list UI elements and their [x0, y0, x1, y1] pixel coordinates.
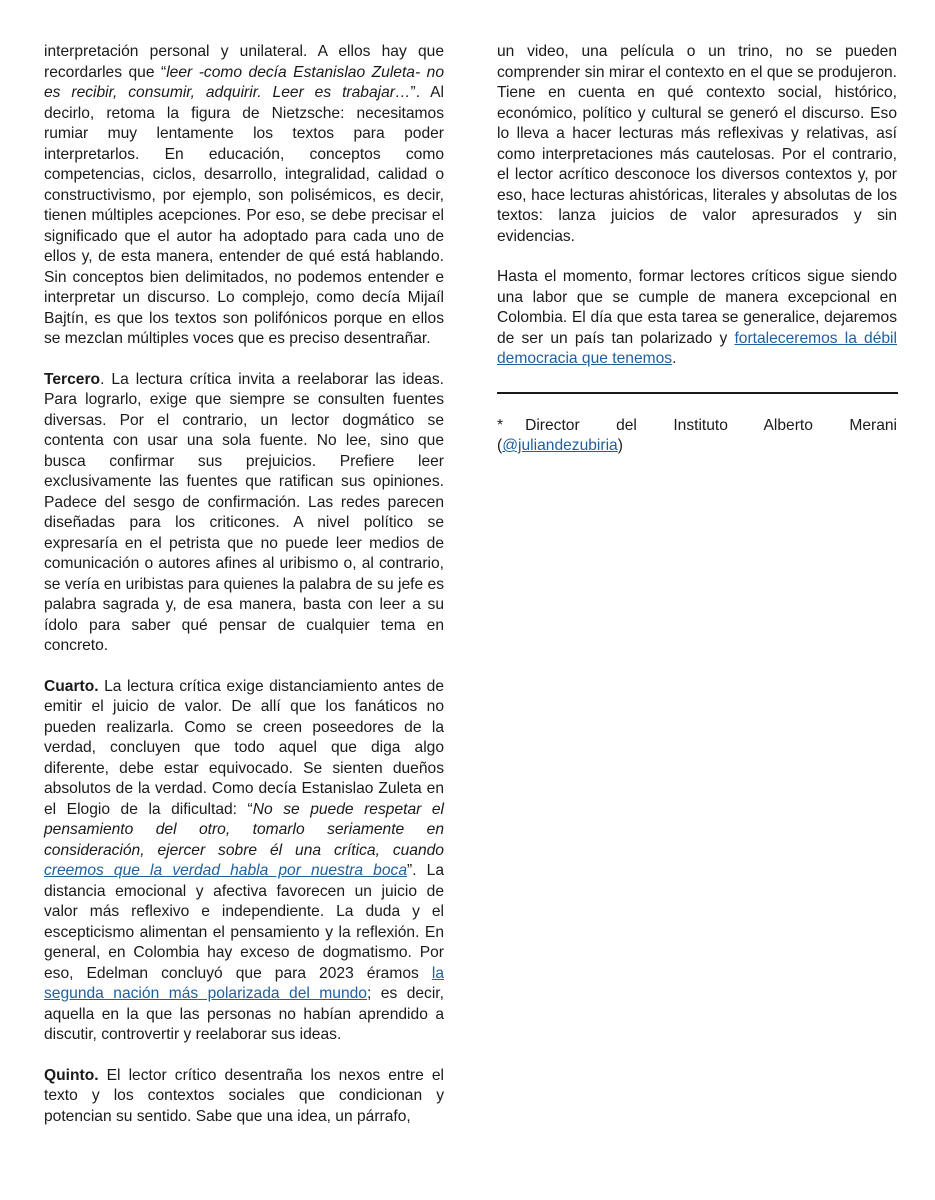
- link-verdad-boca[interactable]: creemos que la verdad habla por nuestra boca: [44, 862, 407, 879]
- footnote-text: Director del Instituto Alberto Merani (: [497, 416, 897, 454]
- paragraph-text: La lectura crítica exige distanciamiento antes de emitir el juicio de valor. De allí que los fanáticos no pueden realizarla. Como se creen poseedores de la verdad, concluyen que todo aquel que diga algo diferente, debe estar equivocado. Se sienten dueños absolutos de la verdad. Como decía Estanislao Zuleta en el Elogio de la dificultad: “: [44, 677, 444, 818]
- section-heading-cuarto: Cuarto.: [44, 677, 99, 695]
- left-column: [44, 42, 444, 1147]
- paragraph-text: ”. La distancia emocional y afectiva favorecen un juicio de valor más reflexivo e independiente. La duda y el escepticismo alimentan el pensamiento y la reflexión. En general, en Colombia hay exceso de dogmatismo. Por eso, Edelman concluyó que para 2023 éramos: [44, 862, 444, 982]
- link-democracia[interactable]: fortaleceremos la débil democracia que tenemos: [497, 329, 897, 367]
- link-nacion-polarizada[interactable]: la segunda nación más polarizada del mundo: [44, 964, 444, 1002]
- paragraph-text: Hasta el momento, formar lectores críticos sigue siendo una labor que se cumple de manera excepcional en Colombia. El día que esta tarea se generalice, dejaremos de ser un país tan polarizado y: [497, 268, 897, 347]
- paragraph-text: El lector crítico desentraña los nexos entre el texto y los contextos sociales que condicionan y potencian su sentido. Sabe que una idea, un párrafo,: [44, 1066, 444, 1125]
- paragraph-text: .: [672, 350, 677, 367]
- zuleta-quote: No se puede respetar el pensamiento del otro, tomarlo seriamente en consideración, ejercer sobre él una crítica, cuando: [44, 800, 444, 859]
- section-heading-quinto: Quinto.: [44, 1066, 99, 1084]
- paragraph-contexto: un video, una película o un trino, no se pueden comprender sin mirar el contexto en el que se produjeron. Tiene en cuenta en qué contexto social, histórico, económico, político y cultural se generó el discurso. Eso lo lleva a hacer lecturas más reflexivas y relativas, así como interpretaciones más cautelosas. Por el contrario, el lector acrítico desconoce los diversos contextos y, por eso, hace lecturas ahistóricas, literales y absolutas de los textos: lanza juicios de valor apresurados y sin evidencias.: [497, 43, 897, 245]
- paragraph-text: . La lectura crítica invita a reelaborar las ideas. Para lograrlo, exige que siempre se consulten fuentes diversas. Por el contrario, un lector dogmático se contenta con usar una sola fuente. No lee, sino que busca confirmar sus prejuicios. Prefiere leer exclusivamente las fuentes que ratifican sus opiniones. Padece del sesgo de confirmación. Las redes parecen diseñadas para los criticones. A nivel político se expresaría en el petrista que no puede leer medios de comunicación o autores afines al uribismo o, al contrario, se vería en uribistas para quienes la palabra de su jefe es palabra sagrada y, de esa manera, basta con leer a su ídolo para saber qué pensar de cualquier tema en concreto.: [44, 370, 444, 654]
- twitter-handle-link[interactable]: @juliandezubiria: [502, 437, 618, 454]
- zuleta-quote: leer -como decía Estanislao Zuleta- no es recibir, consumir, adquirir. Leer es trabajar…: [44, 63, 445, 101]
- paragraph-text: interpretación personal y unilateral. A ellos hay que recordarles que “: [44, 43, 444, 81]
- paragraph-cuarto: [44, 677, 444, 1046]
- section-heading-tercero: Tercero: [44, 370, 101, 388]
- footnote-text: ): [617, 437, 623, 454]
- footnote-marker: *: [497, 416, 504, 434]
- author-footnote: [497, 416, 897, 457]
- paragraph-quinto: [44, 1066, 444, 1128]
- paragraph-conclusion: [497, 267, 897, 370]
- footnote-divider: [497, 392, 898, 394]
- right-column: [497, 42, 897, 457]
- paragraph-text: ”. Al decirlo, retoma la figura de Nietzsche: necesitamos rumiar muy lentamente los textos para poder interpretarlos. En educación, conceptos como competencias, ciclos, desarrollo, integralidad, calidad o constructivismo, por ejemplo, son polisémicos, es decir, tienen múltiples acepciones. Por eso, se debe precisar el significado que el autor ha adoptado para cada uno de ellos y, de esta manera, entender de qué está hablando. Sin conceptos bien delimitados, no podemos entender e interpretar un discurso. Lo complejo, como decía Mijaíl Bajtín, es que los textos son polifónicos porque en ellos se mezclan múltiples voces que es preciso desentrañar.: [44, 84, 444, 347]
- paragraph-text: ; es decir, aquella en la que las personas no habían aprendido a discutir, controvertir y reelaborar sus ideas.: [44, 985, 444, 1043]
- paragraph-tercero: [44, 370, 444, 657]
- paragraph-interpretacion: [44, 42, 444, 350]
